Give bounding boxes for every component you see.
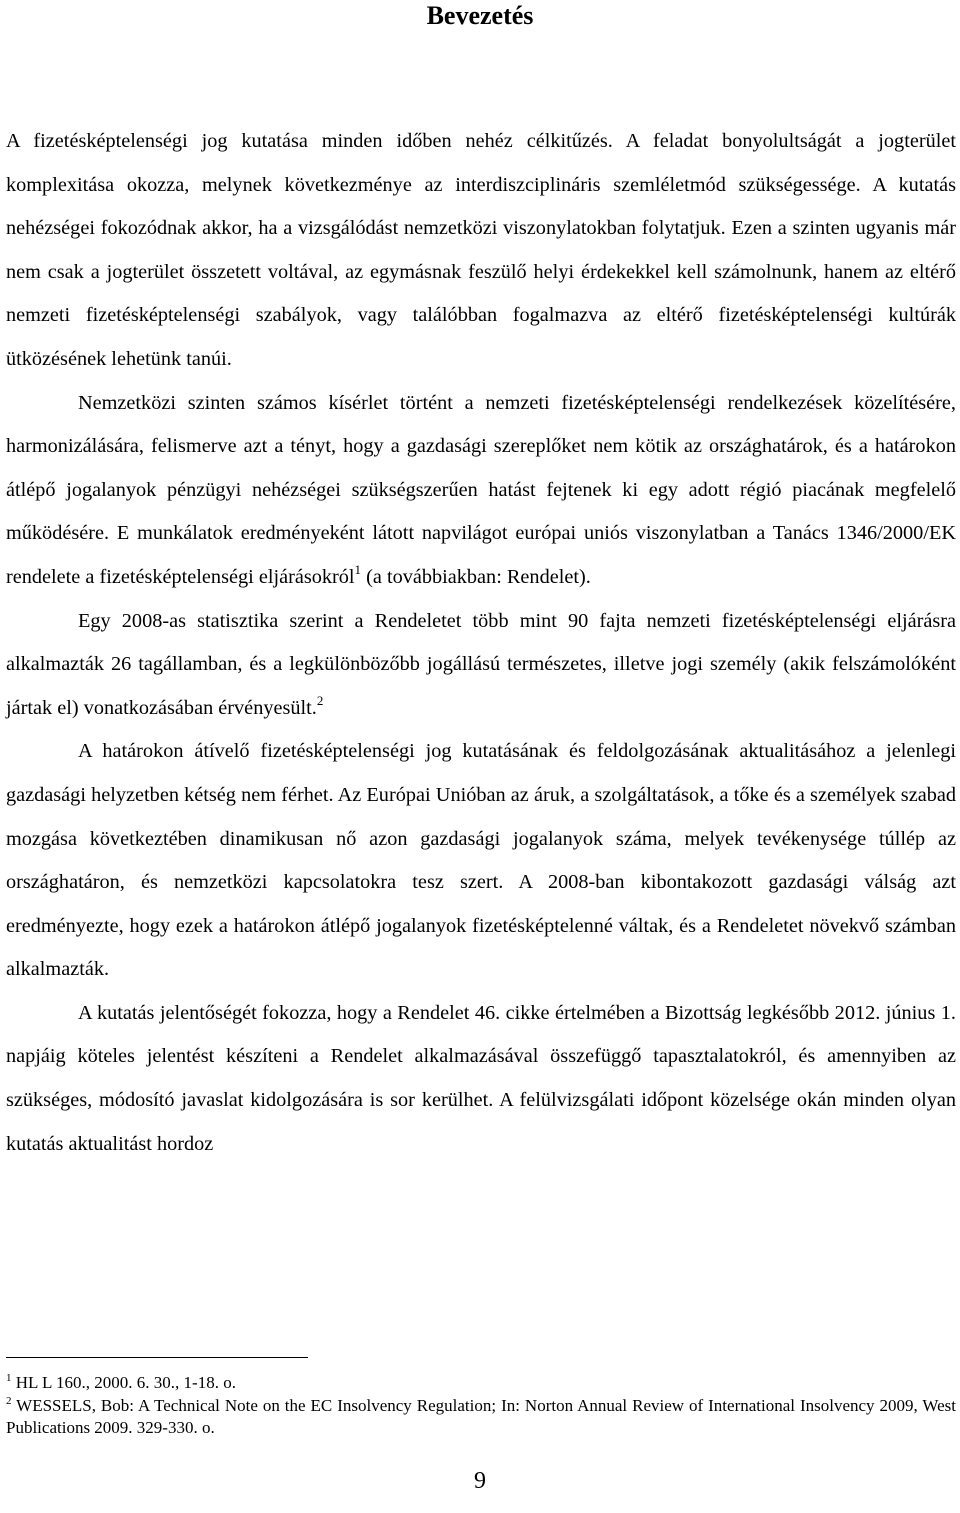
paragraph-5-text: A kutatás jelentőségét fokozza, hogy a Rendelet 46. cikke értelmében a Bizottság legkésőbb 2012. június 1. napjáig köteles jelentést készíteni a Rendelet alkalmazásával összefüggő tapasztalatokról, és amennyiben az szükséges, módosító javaslat kidolgozására is sor kerülhet. A felülvizsgálati időpont közelsége okán minden olyan kutatás aktualitást hordoz [6, 1001, 956, 1155]
footnote-1-text: HL L 160., 2000. 6. 30., 1-18. o. [11, 1373, 236, 1392]
paragraph-3 [6, 600, 956, 731]
footnote-ref-2[interactable]: 2 [316, 692, 324, 708]
page-title: Bevezetés [426, 1, 534, 30]
paragraph-1 [6, 120, 956, 382]
paragraph-2 [6, 382, 956, 600]
footnote-1 [6, 1372, 956, 1395]
paragraph-2-after: (a továbbiakban: Rendelet). [361, 565, 591, 588]
paragraph-5 [6, 992, 956, 1166]
footnote-ref-1[interactable]: 1 [354, 561, 362, 577]
paragraph-4 [6, 730, 956, 992]
footnotes [6, 1372, 956, 1440]
paragraph-4-text: A határokon átívelő fizetésképtelenségi jog kutatásának és feldolgozásának aktualitásához a jelenlegi gazdasági helyzetben kétség nem férhet. Az Európai Unióban az áruk, a szolgáltatások, a tőke és a személyek szabad mozgása következtében dinamikusan nő azon gazdasági jogalanyok száma, melyek tevékenysége túllép az országhatáron, és nemzetközi kapcsolatokra tesz szert. A 2008-ban kibontakozott gazdasági válság azt eredményezte, hogy ezek a határokon átlépő jogalanyok fizetésképtelenné váltak, és a Rendeletet növekvő számban alkalmazták. [6, 740, 956, 981]
footnote-marker-2: 2 [6, 1394, 12, 1407]
footnote-2-text: WESSELS, Bob: A Technical Note on the EC Insolvency Regulation; In: Norton Annual Review of International Insolvency 2009, West Publications 2009. 329-330. o. [6, 1395, 956, 1437]
body-text [6, 120, 956, 1166]
footnote-2 [6, 1395, 956, 1440]
paragraph-1-text: A fizetésképtelenségi jog kutatása minden időben nehéz célkitűzés. A feladat bonyolultságát a jogterület komplexitása okozza, melynek következménye az interdiszciplináris szemléletmód szükségessége. A kutatás nehézségei fokozódnak akkor, ha a vizsgálódást nemzetközi viszonylatokban folytatjuk. Ezen a szinten ugyanis már nem csak a jogterület összetett voltával, az egymásnak feszülő helyi érdekekkel kell számolnunk, hanem az eltérő nemzeti fizetésképtelenségi szabályok, vagy találóbban fogalmazva az eltérő fizetésképtelenségi kultúrák ütközésének lehetünk tanúi. [6, 130, 956, 370]
page-number: 9 [474, 1468, 486, 1494]
footnote-separator [6, 1357, 308, 1358]
paragraph-2-text: Nemzetközi szinten számos kísérlet történt a nemzeti fizetésképtelenségi rendelkezések közelítésére, harmonizálására, felismerve azt a tényt, hogy a gazdasági szereplőket nem kötik az országhatárok, és a határokon átlépő jogalanyok pénzügyi nehézségei szükségszerűen hatást fejtenek ki egy adott régió piacának megfelelő működésére. E munkálatok eredményeként látott napvilágot európai uniós viszonylatban a Tanács 1346/2000/EK rendelete a fizetésképtelenségi eljárásokról [6, 391, 956, 588]
footnote-marker-1: 1 [6, 1372, 12, 1384]
paragraph-3-text: Egy 2008-as statisztika szerint a Rendeletet több mint 90 fajta nemzeti fizetésképtelenségi eljárásra alkalmazták 26 tagállamban, és a legkülönbözőbb jogállású természetes, illetve jogi személy (akik felszámolóként jártak el) vonatkozásában érvényesült. [6, 609, 956, 719]
